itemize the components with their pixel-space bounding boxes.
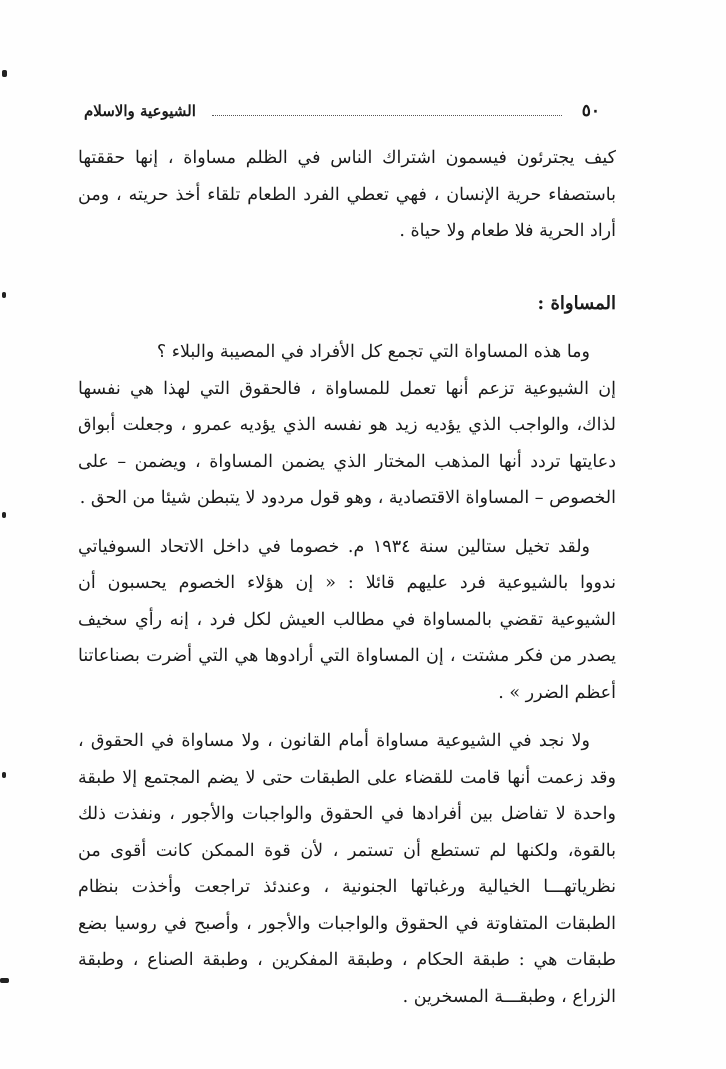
page-header [84, 96, 600, 126]
scan-speck [2, 512, 6, 518]
paragraph: ولقد تخيل ستالين سنة ١٩٣٤ م. خصوما في داخل الاتحاد السوفياتي ندووا بالشيوعية فرد عليهم قائلا : « إن هؤلاء الخصوم يحسبون أن الشيوعية تقضي بالمساواة في مطالب العيش لكل فرد ، إنه رأي سخيف يصدر من فكر مشتت ، إن المساواة التي أرادوها هي التي أضرت بصناعاتنا أعظم الضرر » . [78, 536, 616, 703]
scan-speck [0, 978, 9, 983]
paragraph: كيف يجترئون فيسمون اشتراك الناس في الظلم مساواة ، إنها حققتها باستصفاء حرية الإنسان ، فهي تعطي الفرد الطعام تلقاء أخذ حريته ، ومن أراد الحرية فلا طعام ولا حياة . [78, 148, 616, 241]
scan-speck [2, 292, 6, 298]
paragraph: وما هذه المساواة التي تجمع كل الأفراد في المصيبة والبلاء ؟ [156, 342, 590, 362]
paragraph: ولا نجد في الشيوعية مساواة أمام القانون ، ولا مساواة في الحقوق ، وقد زعمت أنها قامت للقضاء على الطبقات حتى لا يضم المجتمع إلا طبقة واحدة لا تفاضل بين أفرادها في الحقوق والواجبات والأجور ، ونفذت ذلك بالقوة، ولكنها لم تستطع أن تستمر ، لأن قوة الممكن كانت أقوى من نظرياتهـــا الخيالية ورغباتها الجنونية ، وعندئذ تراجعت وأخذت بنظام الطبقات المتفاوتة في الحقوق والواجبات والأجور ، وأصبح في روسيا بضع طبقات هي : طبقة الحكام ، وطبقة المفكرين ، وطبقة الصناع ، وطبقة الزراع ، وطبقـــة المسخرين . [78, 731, 616, 1007]
page-number: ٥٠ [581, 101, 600, 121]
section-heading: المساواة : [537, 292, 616, 314]
scan-speck [2, 70, 7, 77]
page-body [78, 140, 616, 1015]
running-title: الشيوعية والاسلام [84, 102, 196, 120]
paragraph: إن الشيوعية تزعم أنها تعمل للمساواة ، فالحقوق التي لهذا هي نفسها لذاك، والواجب الذي يؤديه زيد هو نفسه الذي يؤديه عمرو ، وجعلت أبواق دعايتها تردد أنها المذهب المختار الذي يضمن المساواة ، ويضمن – على الخصوص – المساواة الاقتصادية ، وهو قول مردود لا يتبطن شيئا من الحق . [78, 378, 616, 508]
header-dotted-leader [212, 115, 562, 116]
scan-speck [2, 772, 6, 778]
